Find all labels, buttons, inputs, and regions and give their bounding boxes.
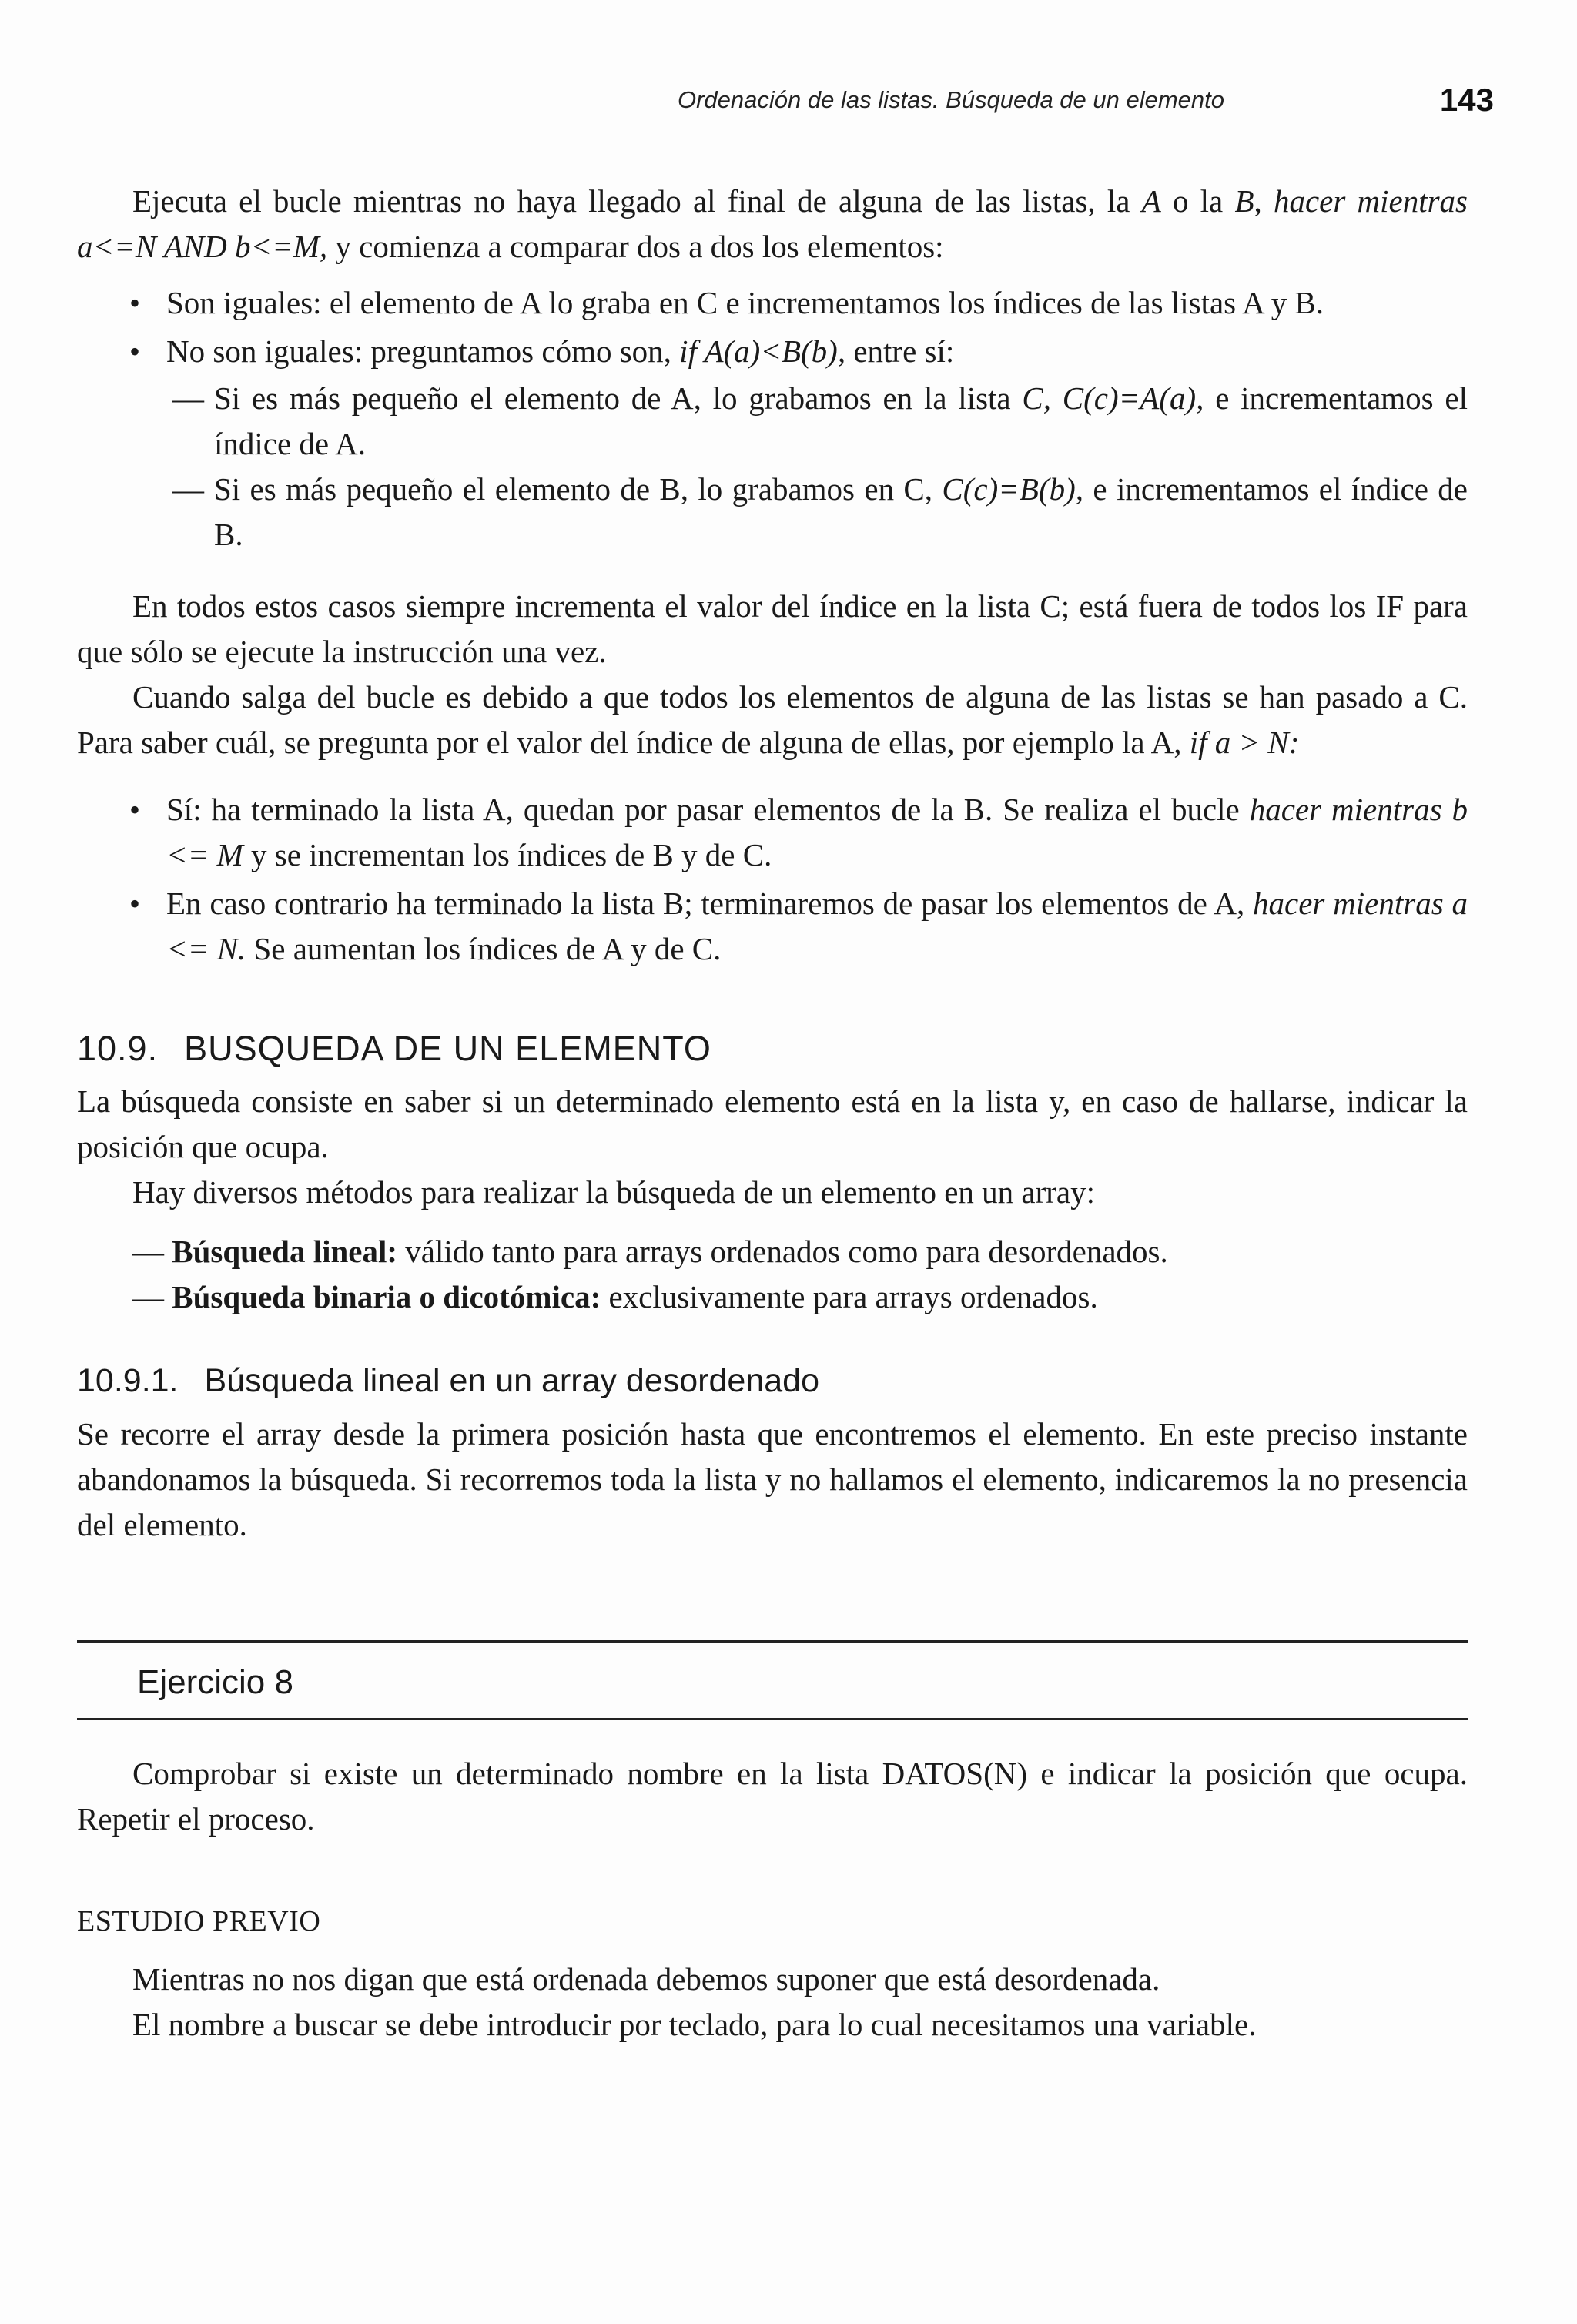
exit-cases-bullets [77, 787, 1468, 972]
list-a-label: A [1141, 183, 1161, 219]
dash-icon: — [132, 1234, 164, 1269]
exercise-banner [77, 1640, 1468, 1720]
subsection-heading [77, 1358, 1468, 1404]
intro-text-2: o la [1160, 183, 1235, 219]
bullet-icon: • [129, 286, 141, 320]
study-paragraph-2: El nombre a buscar se debe introducir por teclado, para lo cual necesitamos una variable. [132, 2007, 1257, 2042]
study-heading: ESTUDIO PREVIO [77, 1905, 321, 1937]
sub-case-a-text-1: Si es más pequeño el elemento de A, lo grabamos en la lista [214, 380, 1023, 416]
intro-text-3: , [1254, 183, 1274, 219]
section-heading [77, 1026, 1468, 1071]
bullet-icon: • [129, 334, 141, 369]
bullet-text-not-equal-2: entre sí: [845, 333, 955, 369]
index-paragraph: En todos estos casos siempre incrementa el valor del índice en la lista C; está fuera de todos los IF para que sólo se ejecute la instrucción una vez. [77, 588, 1468, 669]
loop-condition: hacer mientras a<=N AND b<=M, [77, 183, 1468, 264]
method-linear [77, 1229, 1468, 1274]
bullet-yes-loop: hacer mientras b <= M [166, 792, 1468, 872]
bullet-text-equal: Son iguales: el elemento de A lo graba en C e incrementamos los índices de las listas A y B. [166, 285, 1324, 320]
page-number: 143 [1439, 82, 1494, 118]
bullet-item-yes [77, 787, 1468, 878]
search-methods-list [77, 1229, 1468, 1320]
method-binary-text: exclusivamente para arrays ordenados. [601, 1279, 1098, 1314]
bullet-yes-text-1: Sí: ha terminado la lista A, quedan por pasar elementos de la B. Se realiza el bucle [166, 792, 1250, 827]
sub-case-a [77, 376, 1468, 467]
bullet-otherwise-text-1: En caso contrario ha terminado la lista B; terminaremos de pasar los elementos de A, [166, 886, 1254, 921]
method-linear-text: válido tanto para arrays ordenados como para desordenados. [397, 1234, 1168, 1269]
loop-exit-paragraph [77, 675, 1468, 765]
running-title: Ordenación de las listas. Búsqueda de un elemento [678, 86, 1225, 113]
sub-case-b-formula: C(c)=B(b), [942, 471, 1084, 507]
exercise-title: Ejercicio 8 [137, 1663, 293, 1701]
section-title: BUSQUEDA DE UN ELEMENTO [184, 1029, 711, 1068]
comparison-bullets [77, 280, 1468, 374]
loop-exit-condition: if a > N: [1189, 725, 1300, 760]
subsection-title: Búsqueda lineal en un array desordenado [204, 1362, 819, 1399]
method-binary [77, 1274, 1468, 1320]
page-body [77, 179, 1468, 2048]
sub-case-b-text-2: e incrementamos el índice de B. [214, 471, 1468, 552]
search-methods-intro: Hay diversos métodos para realizar la búsqueda de un elemento en un array: [132, 1174, 1096, 1210]
sub-case-b-text-1: Si es más pequeño el elemento de B, lo grabamos en C, [214, 471, 943, 507]
exercise-statement: Comprobar si existe un determinado nombre en la lista DATOS(N) e indicar la posición que ocupa. Repetir el proceso. [77, 1756, 1468, 1837]
dash-icon: — [172, 380, 204, 416]
dash-icon: — [132, 1279, 164, 1314]
if-condition: if A(a)<B(b), [679, 333, 846, 369]
sub-case-a-formula: C, C(c)=A(a), [1022, 380, 1204, 416]
bullet-icon: • [129, 886, 141, 921]
dash-icon: — [172, 471, 204, 507]
bullet-item-otherwise [77, 881, 1468, 972]
list-b-label: B [1234, 183, 1254, 219]
intro-text-4: y comienza a comparar dos a dos los elementos: [327, 229, 944, 264]
search-definition-paragraph: La búsqueda consiste en saber si un determinado elemento está en la lista y, en caso de hallarse, indicar la posición que ocupa. [77, 1083, 1468, 1164]
study-paragraph-1: Mientras no nos digan que está ordenada debemos suponer que está desordenada. [132, 1961, 1160, 1997]
page-header [678, 82, 1494, 132]
loop-exit-text: Cuando salga del bucle es debido a que todos los elementos de alguna de las listas se han pasado a C. Para saber cuál, se pregunta por el valor del índice de alguna de ellas, por ejemplo la A, [77, 679, 1468, 760]
sub-case-a-text-2: e incrementamos el índice de A. [214, 380, 1468, 461]
bullet-otherwise-text-2: Se aumentan los índices de A y de C. [246, 931, 722, 966]
subsection-number: 10.9.1. [77, 1362, 179, 1399]
bullet-otherwise-loop: hacer mientras a <= N. [166, 886, 1468, 966]
section-number: 10.9. [77, 1029, 159, 1068]
bullet-yes-text-2: y se incrementan los índices de B y de C. [243, 837, 772, 872]
linear-search-paragraph: Se recorre el array desde la primera posición hasta que encontremos el elemento. En este preciso instante abandonamos la búsqueda. Si recorremos toda la lista y no hallamos el elemento, indicaremos la no presencia del elemento. [77, 1416, 1468, 1542]
intro-paragraph [77, 179, 1468, 270]
bullet-text-not-equal-1: No son iguales: preguntamos cómo son, [166, 333, 680, 369]
sub-cases-list [77, 376, 1468, 558]
sub-case-b [77, 467, 1468, 558]
method-linear-label: Búsqueda lineal: [172, 1234, 398, 1269]
bullet-item-equal [77, 280, 1468, 326]
bullet-item-not-equal [77, 329, 1468, 374]
method-binary-label: Búsqueda binaria o dicotómica: [172, 1279, 601, 1314]
intro-text-1: Ejecuta el bucle mientras no haya llegado al final de alguna de las listas, la [132, 183, 1142, 219]
bullet-icon: • [129, 792, 141, 827]
